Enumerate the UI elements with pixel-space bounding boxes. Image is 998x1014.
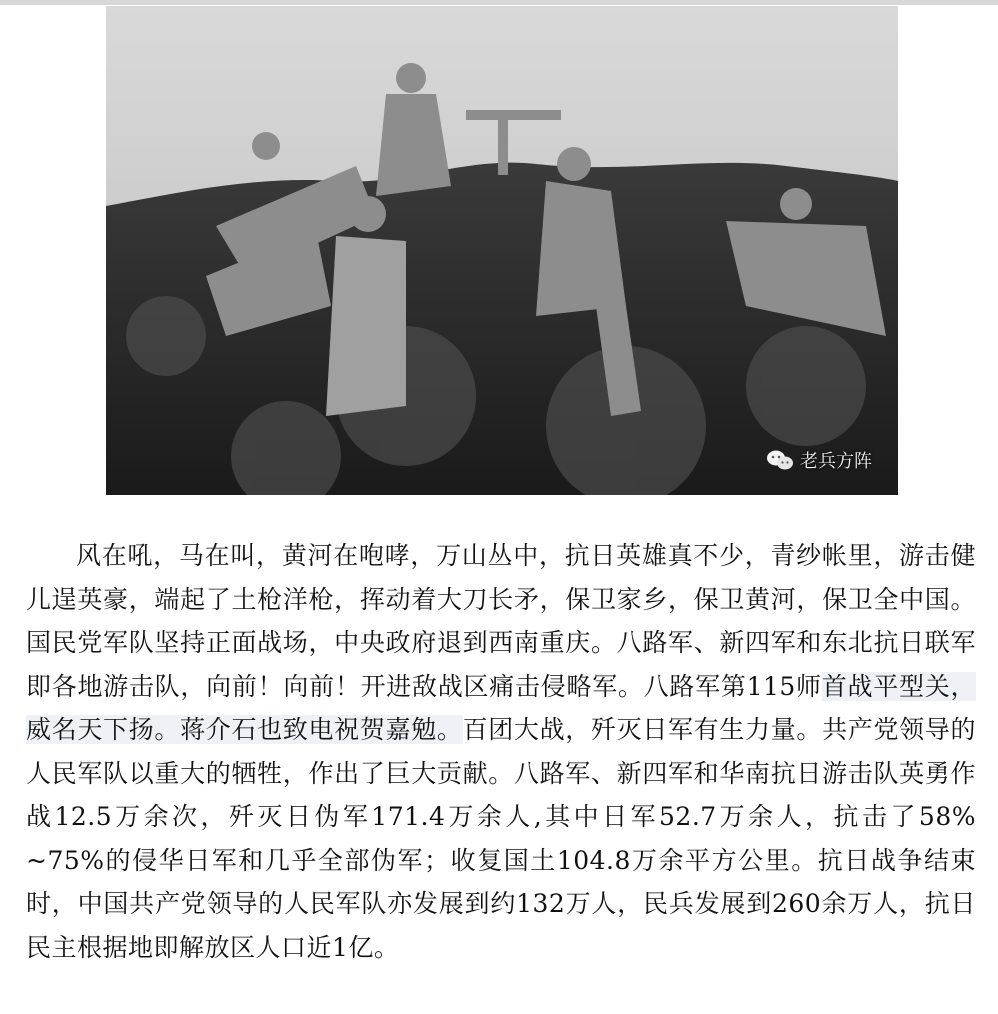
article-paragraph [26, 534, 976, 969]
article-body [26, 534, 976, 969]
text-segment-1: 风在吼，马在叫，黄河在咆哮，万山丛中，抗日英雄真不少，青纱帐里，游击健儿逞英豪，端起了土枪洋枪，挥动着大刀长矛，保卫家乡，保卫黄河，保卫全中国。国民党军队坚持正面战场，中央政府退到西南重庆。八路军、新四军和东北抗日联军即各地游击队，向前！向前！开进敌战区痛击侵略军。八路军第115师 [26, 541, 976, 701]
top-divider [0, 0, 998, 5]
photo-watermark [766, 447, 872, 473]
war-photo-illustration [106, 6, 898, 495]
watermark-text: 老兵方阵 [800, 451, 872, 472]
highlighted-text[interactable]: 首战平型关，威名天下扬。蒋介石也致电祝贺嘉勉。 [26, 671, 976, 744]
wechat-icon [766, 449, 794, 471]
text-segment-3: 百团大战，歼灭日军有生力量。共产党领导的人民军队以重大的牺牲，作出了巨大贡献。八路军、新四军和华南抗日游击队英勇作战12.5万余次，歼灭日伪军171.4万余人,其中日军52.7万余人，抗击了58% ~75%的侵华日军和几乎全部伪军；收复国土104.8万余平方公里。抗日战争结束时，中国共产党领导的人民军队亦发展到约132万人，民兵发展到260余万人，抗日民主根据地即解放区人口近1亿。 [26, 715, 976, 962]
war-photo [106, 6, 898, 495]
